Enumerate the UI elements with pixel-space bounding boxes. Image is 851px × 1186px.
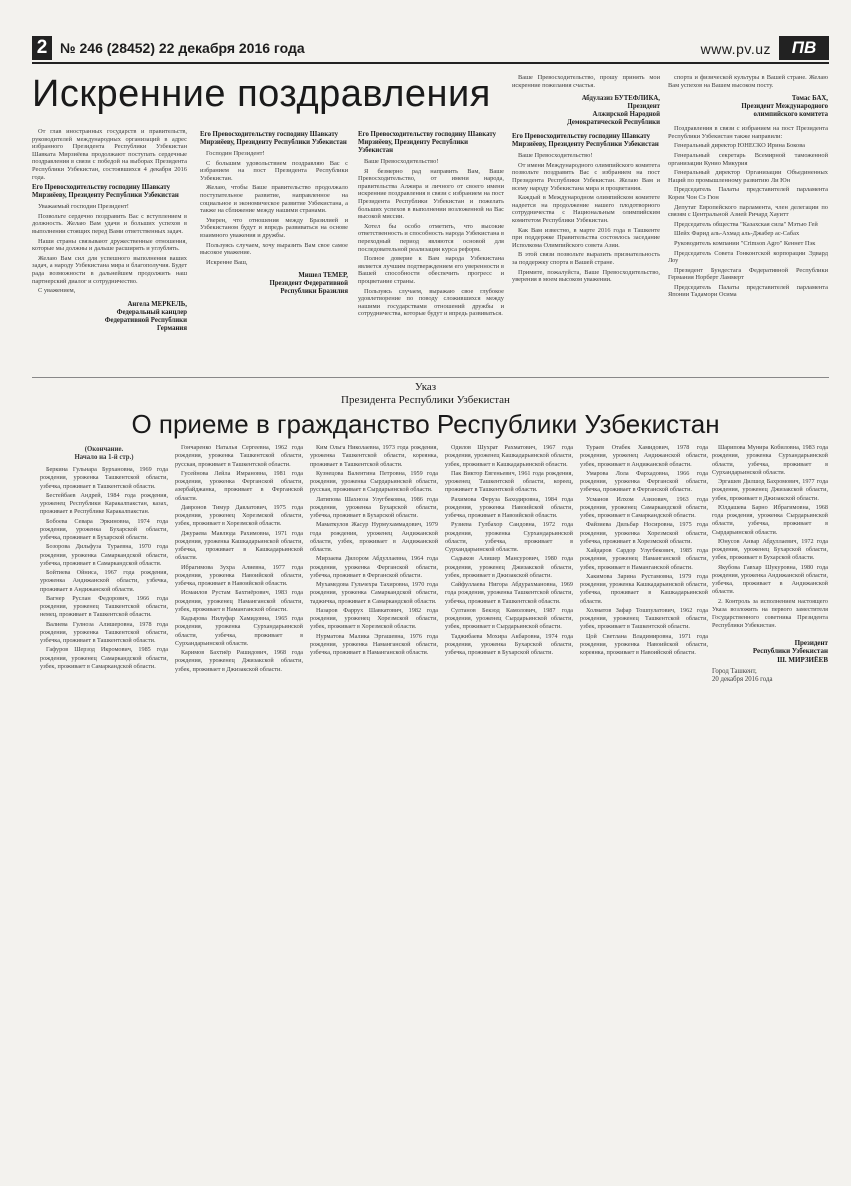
letter-paragraph: Пользуясь случаем, хочу выразить Вам свое самое высокое уважение. [200, 241, 348, 257]
letter-column-3 [358, 128, 504, 374]
letter-paragraph: спорта и физической культуры в Вашей стране. Желаю Вам успехов на Вашем высоком посту. [668, 74, 828, 89]
decree-entry: Султанов Бекзод Камолович, 1987 года рождения, уроженец Сырдарьинской области, узбек, проживает в Сырдарьинской области. [445, 606, 573, 631]
decree-entry: Беркина Гульнара Бурхановна, 1969 года рождения, уроженка Ташкентской области, узбечка, проживает в Ташкентской области. [40, 466, 168, 490]
decree-entry: Сайфуллаева Нигора Абдурахмановна, 1969 года рождения, уроженка Ташкентской области, узбечка, проживает в Ташкентской области. [445, 581, 573, 605]
decree-column-1 [40, 444, 168, 1176]
letter-column-2 [200, 128, 348, 374]
letter-paragraph: Позвольте сердечно поздравить Вас с вступлением в должность. Желаю Вам удачи и больших успехов в выполнении стоящих перед Вами ответственных задач. [32, 212, 187, 235]
letter-address: Его Превосходительству господину Шавкату Мирзиёеву, Президенту Республики Узбекистан [200, 131, 347, 146]
decree-entry: Кадырова Нилуфар Хамидовна, 1965 года рождения, уроженка Сурхандарьинской области, узбечка, проживает в Сурхандарьинской области. [175, 615, 303, 647]
decree-entry: Гончаренко Наталья Сергеевна, 1962 года рождения, уроженка Ташкентской области, русская, проживает в Ташкентской области. [175, 444, 303, 468]
decree-entry: Ибрагимова Зухра Алиевна, 1977 года рождения, уроженка Навоийской области, узбечка, проживает в Навоийской области. [175, 563, 303, 587]
letter-paragraph: Как Вам известно, в марте 2016 года в Ташкенте при поддержке Правительства состоялось заседание Исполкома Олимпийского совета Азии. [512, 226, 660, 249]
letter-paragraph: Наши страны связывают дружественные отношения, которые мы должны и дальше расширять и углублять. [32, 237, 187, 253]
decree-clause: 2. Контроль за исполнением настоящего Указа возложить на первого заместителя Государственного советника Президента Республики Узбекистан. [712, 597, 828, 630]
letter-paragraph: Ваше Превосходительство, прошу принять мои искренние пожелания счастья. [512, 74, 660, 89]
letter-paragraph: С уважением, [38, 287, 76, 295]
letter-address: Его Превосходительству господину Шавкату Мирзиёеву, Президенту Республики Узбекистан [358, 131, 496, 154]
letter-column-1 [32, 128, 187, 374]
decree-kicker: Указ Президента Республики Узбекистан [341, 381, 510, 406]
letter-paragraph: Уважаемый господин Президент! [38, 203, 129, 211]
decree-entry: Бестейбаев Андрей, 1984 года рождения, уроженец Республики Каракалпакстан, казах, проживает в Республике Каракалпакстан. [40, 491, 168, 516]
letter-paragraph: Я безмерно рад направить Вам, Ваше Превосходительство, от имени народа, правительства Алжира и личного от своего имени искренние поздравления в связи с избранием на пост Президента Республики Узбекистан и пожелать больших успехов в выполнении возложенной на Вас высокой миссии. [358, 167, 504, 221]
decree-entry: Хакимова Зарина Рустамовна, 1979 года рождения, уроженка Кашкадарьинской области, узбечка, проживает в Кашкадарьинской области. [580, 572, 708, 605]
decree-entry: Рахимова Феруза Баходировна, 1984 года рождения, уроженка Навоийской области, узбечка, проживает в Навоийской области. [445, 495, 573, 519]
letter-paragraph: Ваше Превосходительство! [364, 158, 439, 165]
decree-entry: Назаров Фаррух Шавкатович, 1982 года рождения, уроженец Хорезмской области, узбек, проживает в Хорезмской области. [310, 606, 438, 631]
decree-entry: Тураев Отабек Хамидович, 1978 года рождения, уроженец Андижанской области, узбек, проживает в Андижанской области. [580, 444, 708, 468]
letter-paragraph: Председатель Палаты представителей парламента Японии Тадамори Осима [668, 283, 828, 299]
decree-entry: Садыков Алишер Мансурович, 1980 года рождения, уроженец Джизакской области, узбек, проживает в Джизакской области. [445, 555, 573, 579]
decree-entry: Юлдашева Барно Ибрагимовна, 1968 года рождения, уроженка Сырдарьинской области, узбечка, проживает в Сырдарьинской области. [712, 503, 828, 536]
intro-paragraph: От глав иностранных государств и правительств, руководителей международных организаций в адрес избранного Президента Республики Узбекистан Шавката Мирзиёева продолжают поступать сердечные поздравления в связи с победой на выборах Президента Республики Узбекистан, состоявшихся 4 декабря 2016 года. [32, 128, 187, 181]
decree-column-3 [310, 444, 438, 1176]
letter-paragraph: Председатель Совета Гонконгской корпорации Эдвард Лоу [668, 249, 828, 265]
decree-entry: Юнусов Анвар Абдуллаевич, 1972 года рождения, уроженец Бухарской области, узбек, проживает в Бухарской области. [712, 537, 828, 562]
decree-column-5 [580, 444, 708, 1176]
letter-paragraph: Господин Президент! [206, 150, 265, 157]
decree-entry: Бобоева Севара Эркиновна, 1974 года рождения, уроженка Бухарской области, узбечка, проживает в Бухарской области. [40, 517, 168, 541]
decree-entry: Усманов Илхом Азизович, 1963 года рождения, уроженец Самаркандской области, узбек, проживает в Самаркандской области. [580, 495, 708, 519]
letter-paragraph: Генеральный директор ЮНЕСКО Ирина Бокова [674, 142, 806, 150]
decree-entry: Ким Ольга Николаевна, 1973 года рождения, уроженка Ташкентской области, кореянка, проживает в Ташкентской области. [310, 444, 438, 468]
letter-paragraph: Хотел бы особо отметить, что высокие ответственность и способность народа Узбекистана в переходный период являются основой для последовательной реализации курса реформ. [358, 222, 504, 253]
letter-paragraph: Генеральный секретарь Всемирной таможенной организации Кунио Микурия [668, 151, 828, 167]
decree-entry: Вагнер Руслан Федорович, 1966 года рождения, уроженец Ташкентской области, немец, проживает в Ташкентской области. [40, 594, 168, 619]
decree-entry: Каримов Бахтиёр Рашидович, 1968 года рождения, уроженец Джизакской области, узбек, проживает в Джизакской области. [175, 649, 303, 673]
decree-entry: Шарипова Мунира Кобиловна, 1983 года рождения, уроженка Сурхандарьинской области, узбечка, проживает в Сурхандарьинской области. [712, 444, 828, 476]
letter-paragraph: Шейх Фарид аль-Ахмад аль-Джабер ас-Сабах [674, 230, 800, 238]
decree-entry: Нурматова Малика Эргашевна, 1976 года рождения, уроженка Наманганской области, узбечка, проживает в Наманганской области. [310, 632, 438, 656]
decree-entry: Гафуров Шерзод Икромович, 1985 года рождения, уроженец Самаркандской области, узбек, проживает в Самаркандской области. [40, 646, 168, 670]
decree-entry: Маматкулов Жасур Нурмухаммадович, 1979 года рождения, уроженец Андижанской области, узбек, проживает в Андижанской области. [310, 521, 438, 553]
decree-entry: Одилов Шухрат Рахматович, 1967 года рождения, уроженец Кашкадарьинской области, узбек, проживает в Кашкадарьинской области. [445, 444, 573, 468]
decree-entry: Бойтиева Ойниса, 1967 года рождения, уроженка Андижанской области, узбечка, проживает в Андижанской области. [40, 569, 168, 593]
decree-entry: Якубова Гавхар Шукуровна, 1980 года рождения, уроженка Андижанской области, узбечка, проживает в Андижанской области. [712, 563, 828, 596]
letter-signature: Ангела МЕРКЕЛЬ, Федеральный канцлер Федеративной Республики Германия [104, 300, 187, 332]
decree-entry: Холматов Зафар Тошпулатович, 1962 года рождения, уроженец Ташкентской области, узбек, проживает в Ташкентской области. [580, 606, 708, 631]
letter-paragraph: Примите, пожалуйста, Ваше Превосходительство, уверения в моем высоком уважении. [512, 268, 660, 284]
decree-column-4 [445, 444, 573, 1176]
letter-paragraph: Полное доверие к Вам народа Узбекистана является лучшим подтверждением его уверенности в Вашей способности обеспечить прогресс и процветание страны. [358, 255, 504, 285]
letter-paragraph: Руководитель компании "Crimson Agro" Кеннет Пэк [674, 239, 816, 247]
decree-entry: Валиева Гулноза Алишеровна, 1978 года рождения, уроженка Ташкентской области, узбечка, проживает в Ташкентской области. [40, 620, 168, 644]
letter-paragraph: Председатель Палаты представителей парламента Кореи Чон Сэ Гюн [668, 186, 828, 201]
letter-paragraph: Поздравления в связи с избранием на пост Президента Республики Узбекистан также направили: [668, 125, 828, 140]
decree-entry: Эргашев Дилшод Бахромович, 1977 года рождения, уроженец Джизакской области, узбек, проживает в Джизакской области. [712, 478, 828, 502]
decree-entry: Цой Светлана Владимировна, 1971 года рождения, уроженка Навоийской области, кореянка, проживает в Навоийской области. [580, 632, 708, 656]
letter-column-5 [668, 74, 828, 374]
letter-paragraph: Искренне Ваш, [206, 258, 248, 266]
decree-entry: Мухамедова Гульчехра Тахировна, 1970 года рождения, уроженка Самаркандской области, таджичка, проживает в Самаркандской области. [310, 581, 438, 605]
decree-entry: Давронов Тимур Давлатович, 1975 года рождения, уроженец Хорезмской области, узбек, проживает в Хорезмской области. [175, 503, 303, 528]
decree-entry: Мирзаева Дилором Абдуллаевна, 1964 года рождения, уроженка Ферганской области, узбечка, проживает в Ферганской области. [310, 555, 438, 579]
letter-paragraph: Желаю, чтобы Ваше правительство продолжало поступательное развитие, направленное на социальное и экономическое развитие Узбекистана, а также на сближение между нашими странами. [200, 184, 348, 215]
masthead [32, 36, 829, 64]
continuation-note: (Окончание. Начало на 1-й стр.) [74, 446, 134, 461]
issue-info: № 246 (28452) 22 декабря 2016 года [60, 40, 305, 56]
site-url[interactable]: www.pv.uz [700, 41, 771, 57]
decree-entry: Хайдаров Сардор Улугбекович, 1985 года рождения, уроженец Наманганской области, узбек, проживает в Наманганской области. [580, 547, 708, 571]
letter-paragraph: Ваше Превосходительство! [518, 152, 593, 160]
letter-address: Его Превосходительству господину Шавкату Мирзиёеву, Президенту Республики Узбекистан [512, 133, 659, 149]
decree-entry: Таджибаева Мохира Акбаровна, 1974 года рождения, уроженка Бухарской области, узбечка, проживает в Бухарской области. [445, 632, 573, 656]
letter-paragraph: Генеральный директор Организации Объединенных Наций по промышленному развитию Ли Юн [668, 169, 828, 184]
letter-paragraph: Уверен, что отношения между Бразилией и Узбекистаном будут и впредь развиваться на основе взаимного уважения и дружбы. [200, 216, 348, 239]
decree-entry: Кузнецова Валентина Петровна, 1959 года рождения, уроженка Сырдарьинской области, русская, проживает в Сырдарьинской области. [310, 469, 438, 494]
letter-paragraph: Пользуясь случаем, выражаю свое глубокое удовлетворение по поводу сложившихся между нашими государствами отношений дружбы и сотрудничества, которые будут и впредь развиваться. [358, 287, 504, 318]
letter-paragraph: С большим удовольствием поздравляю Вас с избранием на пост Президента Республики Узбекистан. [200, 159, 348, 182]
letter-paragraph: От имени Международного олимпийского комитета позвольте поздравить Вас с избранием на пост Президента Республики Узбекистан. Желаю Вам и всему народу Узбекистана мира и процветания. [512, 161, 660, 192]
decree-entry: Бозорова Дильфуза Тураевна, 1970 года рождения, уроженка Самаркандской области, узбечка, проживает в Самаркандской области. [40, 543, 168, 567]
page-number: 2 [32, 36, 52, 60]
decree-entry: Рузиева Гулбахор Саидовна, 1972 года рождения, уроженка Сурхандарьинской области, узбечка, проживает в Сурхандарьинской области. [445, 521, 573, 553]
letter-paragraph: Председатель общества "Казахская сила" Мэтью Гей [674, 220, 818, 228]
section-headline: Искренние поздравления [32, 73, 491, 115]
decree-column-6 [712, 444, 828, 1176]
letter-paragraph: В этой связи позвольте выразить признательность за поддержку спорта в Вашей стране. [512, 251, 660, 266]
letter-paragraph: Президент Бундестага Федеративной Республики Германия Норберт Ламмерт [668, 266, 828, 282]
decree-entry: Пак Виктор Евгеньевич, 1961 года рождения, уроженец Ташкентской области, кореец, проживает в Ташкентской области. [445, 469, 573, 494]
decree-place-date: Город Ташкент, 20 декабря 2016 года [712, 668, 773, 684]
decree-entry: Гусейнова Лейла Имрановна, 1981 года рождения, уроженка Ферганской области, азербайджанка, проживает в Ферганской области. [175, 469, 303, 502]
letter-signature: Томас БАХ, Президент Международного олимпийского комитета [741, 95, 828, 119]
decree-entry: Исмаилов Рустам Бахтиёрович, 1983 года рождения, уроженец Наманганской области, узбек, проживает в Наманганской области. [175, 589, 303, 613]
letter-paragraph: Депутат Европейского парламента, член делегации по связям с Центральной Азией Ричард Хауитт [668, 203, 828, 219]
decree-entry: Файзиева Дильбар Носировна, 1975 года рождения, уроженка Хорезмской области, узбечка, проживает в Хорезмской области. [580, 521, 708, 545]
decree-signature: Президент Республики Узбекистан Ш. МИРЗИЁЕВ [752, 638, 828, 664]
letter-address: Его Превосходительству господину Шавкату Мирзиёеву, Президенту Республики Узбекистан [32, 184, 179, 200]
letter-signature: Мишел ТЕМЕР, Президент Федеративной Республики Бразилия [269, 272, 348, 296]
decree-entry: Латипова Шахноза Улугбековна, 1986 года рождения, уроженка Бухарской области, узбечка, проживает в Бухарской области. [310, 495, 438, 519]
decree-title: О приеме в гражданство Республики Узбекистан [131, 409, 720, 439]
decree-entry: Умарова Лола Фархадовна, 1966 года рождения, уроженка Ферганской области, узбечка, проживает в Ферганской области. [580, 469, 708, 494]
decree-column-2 [175, 444, 303, 1176]
letter-paragraph: Каждый в Международном олимпийском комитете надеется на продолжение нашего плодотворного сотрудничества с Национальным олимпийским комитетом Республики Узбекистан. [512, 194, 660, 224]
newspaper-logo: ПВ [779, 36, 829, 60]
letter-column-4 [512, 74, 660, 374]
decree-entry: Джураева Мавлюда Рахимовна, 1971 года рождения, уроженка Кашкадарьинской области, узбечка, проживает в Кашкадарьинской области. [175, 529, 303, 562]
section-divider [32, 377, 829, 378]
letter-signature: Абдулазиз БУТЕФЛИКА, Президент Алжирской Народной Демократической Республики [567, 95, 660, 127]
letter-paragraph: Желаю Вам сил для успешного выполнения ваших задач, а народу Узбекистана мира и благополучия. Будет рада возможности в дальнейшем продолжить наш партнерский диалог и сотрудничество. [32, 254, 187, 285]
